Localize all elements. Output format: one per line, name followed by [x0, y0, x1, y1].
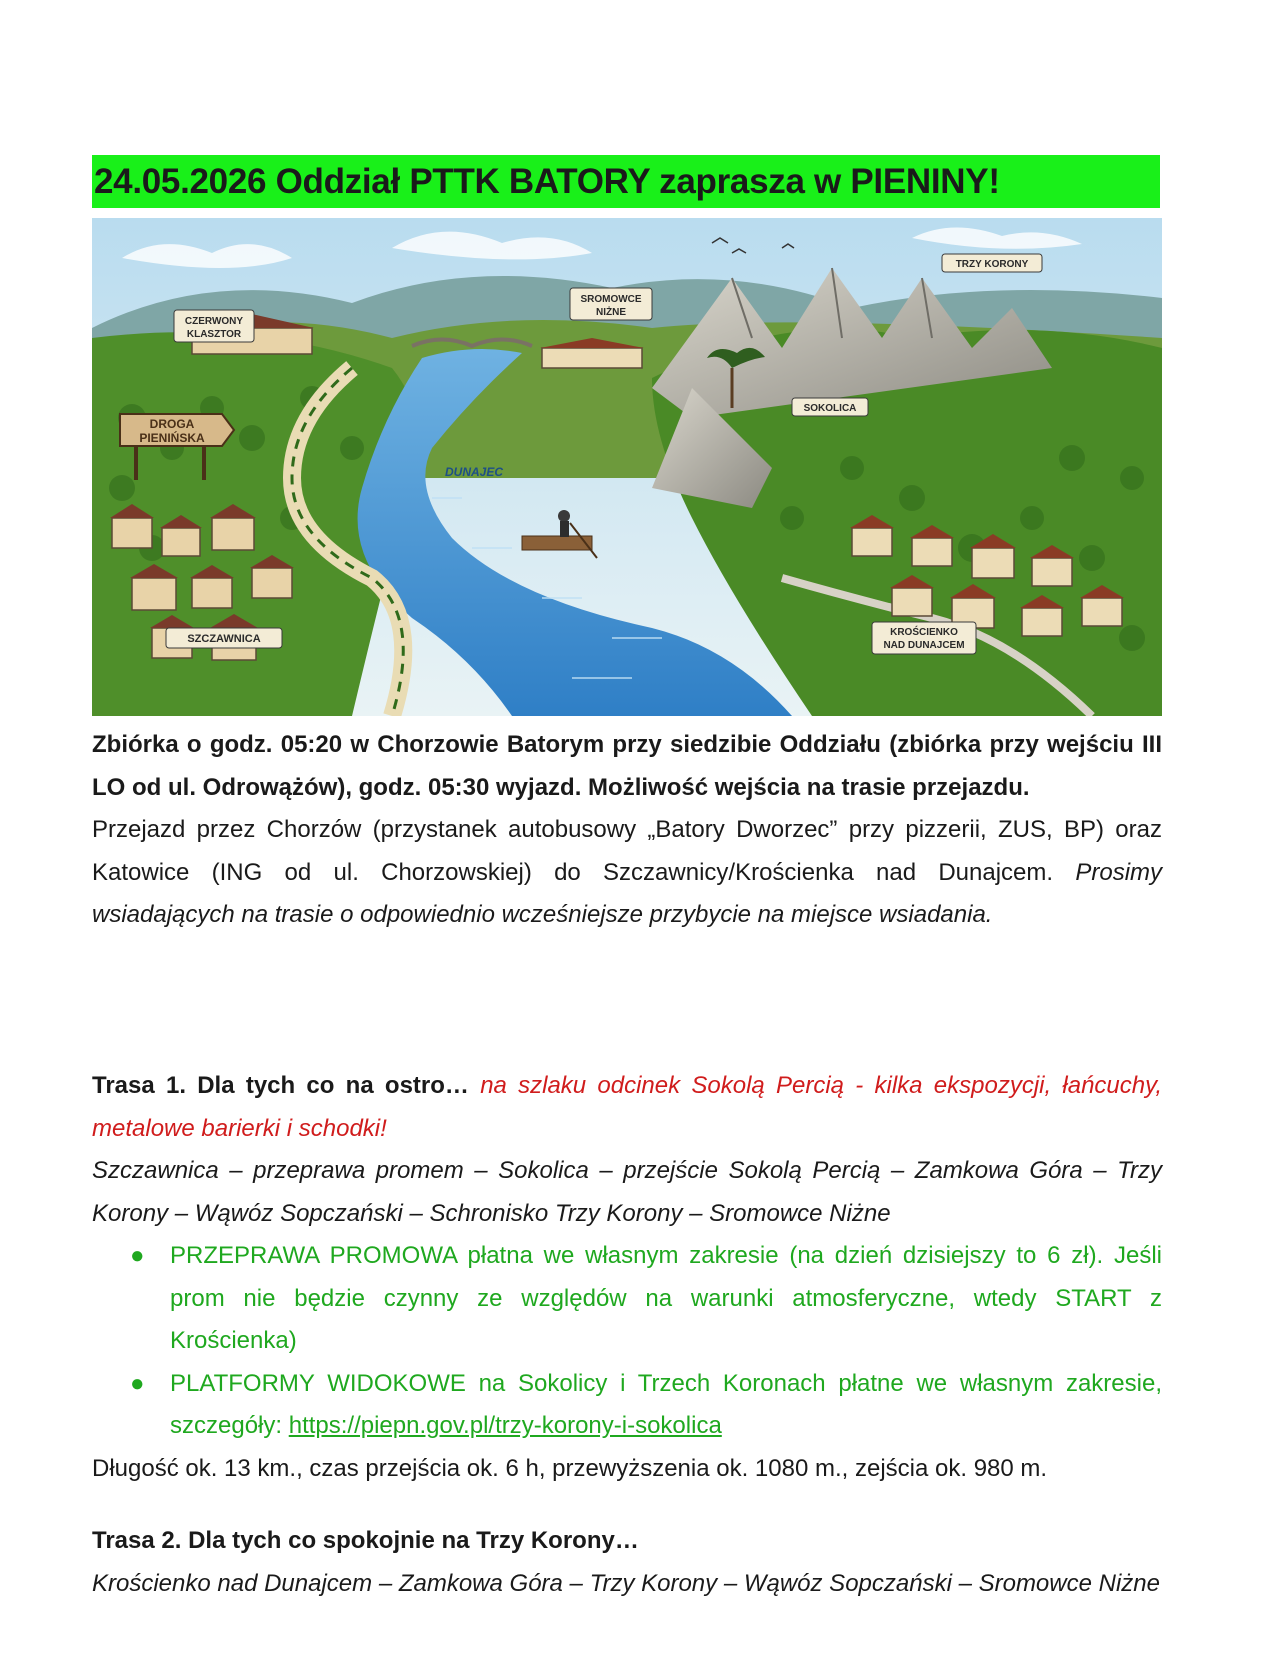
platformy-link[interactable]: https://piepn.gov.pl/trzy-korony-i-sokolica [288, 1412, 722, 1439]
bullet-icon: ● [130, 1242, 145, 1269]
label-sromowce-2: NIŻNE [596, 307, 626, 318]
label-kroscienko-1: KROŚCIENKO [890, 627, 958, 638]
trasa1-heading: Trasa 1. Dla tych co na ostro… [92, 1072, 469, 1099]
trasa2-route: Krościenko nad Dunajcem – Zamkowa Góra – Trzy Korony – Wąwóz Sopczański – Sromowce Niżne [92, 1569, 1160, 1597]
bullet-text: PLATFORMY WIDOKOWE na Sokolicy i Trzech Koronach płatne we własnym zakresie, szczegóły: [170, 1369, 1162, 1439]
label-sokolica: SOKOLICA [803, 403, 857, 414]
label-czerwony-2: KLASZTOR [186, 329, 242, 340]
trasa1-warning: na szlaku odcinek Sokolą Percią - kilka ekspozycji, łańcuchy, metalowe barierki i schodki! [92, 1072, 1163, 1142]
trasa2-section [92, 1520, 1162, 1605]
label-trzy-korony: TRZY KORONY [955, 259, 1029, 270]
trasa1-section [92, 1065, 1162, 1490]
trasa1-route: Szczawnica – przeprawa promem – Sokolica – przejście Sokolą Percią – Zamkowa Góra – Trzy Korony – Wąwóz Sopczański – Schronisko Trzy Korony – Sromowce Niżne [92, 1157, 1162, 1227]
meeting-bold: Zbiórka o godz. 05:20 w Chorzowie Batorym przy siedzibie Oddziału (zbiórka przy wejściu III LO od ul. Odrowążów), godz. 05:30 wyjazd. Możliwość wejścia na trasie przejazdu. [92, 731, 1162, 801]
pieniny-illustration [92, 218, 1162, 716]
label-szczawnica: SZCZAWNICA [187, 633, 261, 645]
meeting-italic: Prosimy wsiadających na trasie o odpowiednio wcześniejsze przybycie na miejsce wsiadania. [92, 858, 1163, 928]
list-item [92, 1235, 1162, 1363]
trasa1-bullets [92, 1235, 1162, 1448]
meeting-section [92, 724, 1162, 937]
list-item [92, 1363, 1162, 1448]
page-title: 24.05.2026 Oddział PTTK BATORY zaprasza w PIENINY! [92, 155, 1160, 208]
trasa2-heading: Trasa 2. Dla tych co spokojnie na Trzy Korony… [92, 1527, 639, 1554]
bullet-text: PRZEPRAWA PROMOWA płatna we własnym zakresie (na dzień dzisiejszy to 6 zł). Jeśli prom nie będzie czynny ze względów na warunki atmosferyczne, wtedy START z Krościenka) [170, 1242, 1162, 1354]
bullet-icon: ● [130, 1369, 145, 1397]
label-czerwony-1: CZERWONY [184, 316, 244, 327]
label-droga-1: DROGA [149, 417, 195, 431]
label-sromowce-1: SROMOWCE [580, 294, 642, 305]
trasa1-stats: Długość ok. 13 km., czas przejścia ok. 6 h, przewyższenia ok. 1080 m., zejścia ok. 980 m. [92, 1454, 1048, 1482]
label-droga-2: PIENIŃSKA [139, 431, 205, 445]
meeting-route: Przejazd przez Chorzów (przystanek autobusowy „Batory Dworzec” przy pizzerii, ZUS, BP) oraz Katowice (ING od ul. Chorzowskiej) do Szczawnicy/Krościenka nad Dunajcem. [92, 816, 1162, 886]
label-dunajec: DUNAJEC [444, 465, 504, 479]
label-kroscienko-2: NAD DUNAJCEM [883, 640, 965, 651]
